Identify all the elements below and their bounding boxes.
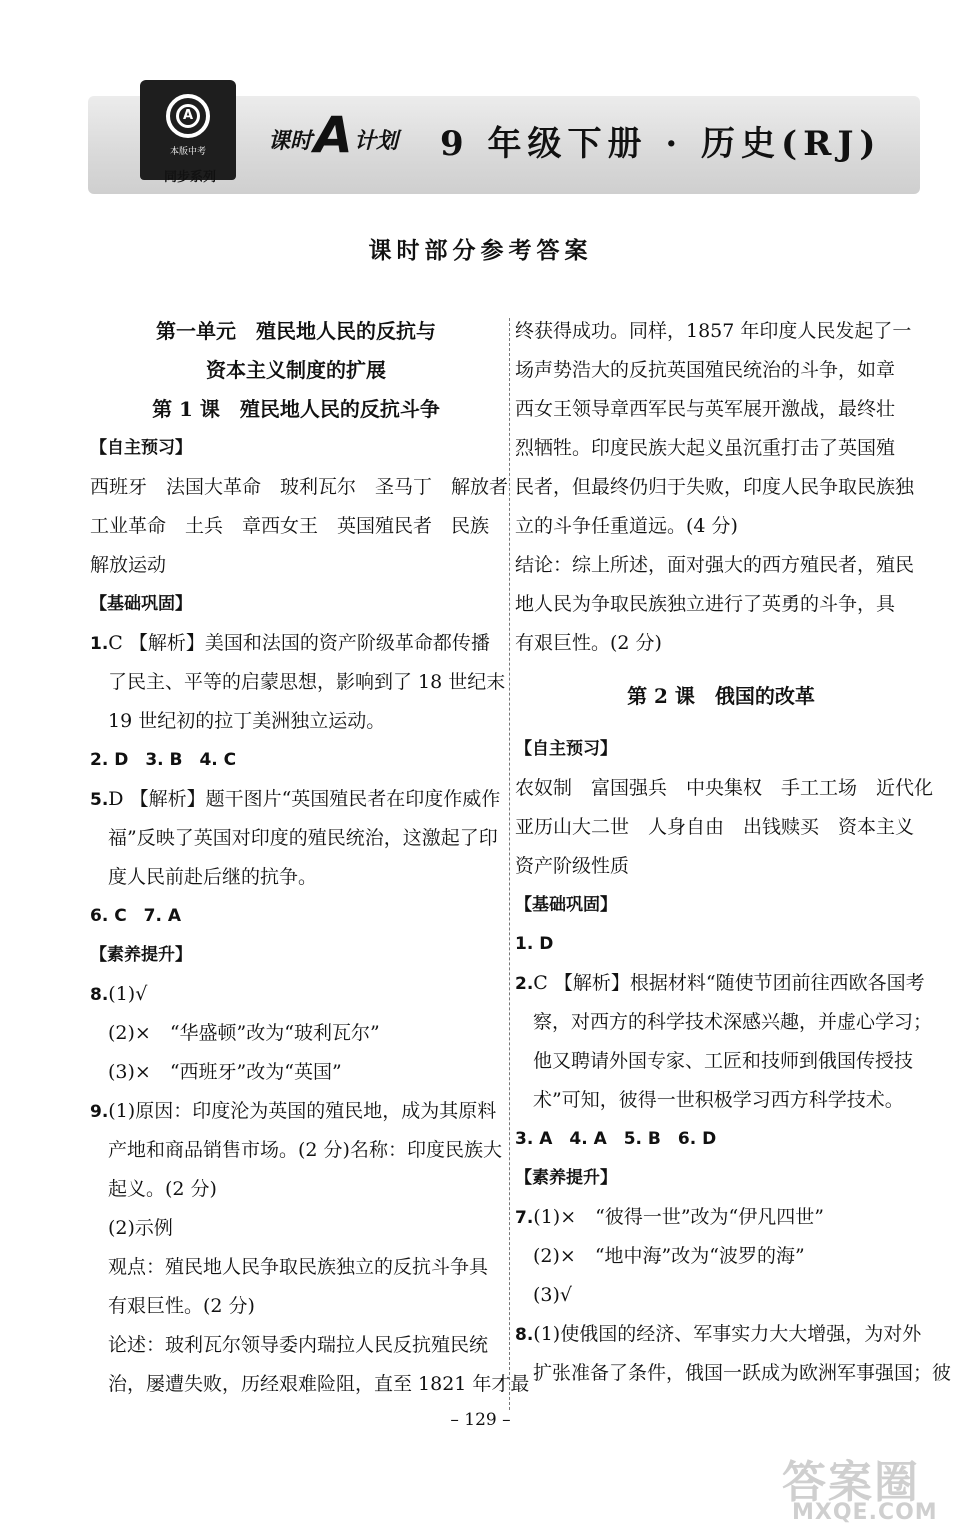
answer-line: 治，屡遭失败，历经艰难险阻，直至 1821 年才最 xyxy=(108,1373,530,1395)
answer-line: (3)× “西班牙”改为“英国” xyxy=(108,1061,342,1083)
question-number: 7. xyxy=(515,1208,534,1228)
book-title: 9 年级下册 · 历史(RJ) xyxy=(440,124,882,164)
right-column xyxy=(515,312,952,1393)
brand-post: 计划 xyxy=(354,129,399,154)
answer-line: 19 世纪初的拉丁美洲独立运动。 xyxy=(108,710,386,732)
answer-text: (1)√ xyxy=(108,983,148,1005)
preview-line: 工业革命 土兵 章西女王 英国殖民者 民族 xyxy=(90,515,490,537)
answer-line xyxy=(90,975,502,1014)
answer-text: C 【解析】美国和法国的资产阶级革命都传播 xyxy=(108,632,490,654)
answer-line xyxy=(515,1315,927,1354)
column-divider xyxy=(509,318,510,1410)
series-badge xyxy=(140,80,236,180)
preview-line: 亚历山大二世 人身自由 出钱赎买 资本主义 xyxy=(515,816,915,838)
question-number: 8. xyxy=(90,985,109,1005)
answer-text: (1)× “彼得一世”改为“伊凡四世” xyxy=(533,1206,824,1228)
answer-line: 度人民前赴后继的抗争。 xyxy=(108,866,318,888)
question-number: 9. xyxy=(90,1102,109,1122)
answer-line: 有艰巨性。(2 分) xyxy=(108,1295,255,1317)
answer-line: 了民主、平等的启蒙思想，影响到了 18 世纪末 xyxy=(108,671,506,693)
question-number: 8. xyxy=(515,1325,534,1345)
answer-text: (1)原因：印度沦为英国的殖民地，成为其原料 xyxy=(108,1100,497,1122)
badge-logo-icon xyxy=(166,94,210,138)
page-number: – 129 – xyxy=(450,1410,511,1430)
brand-pre: 课时 xyxy=(268,129,313,154)
answer-line: 西女王领导章西军民与英军展开激战，最终壮 xyxy=(515,398,896,420)
answer-line xyxy=(90,1092,502,1131)
preview-line: 农奴制 富国强兵 中央集权 手工工场 近代化 xyxy=(515,777,934,799)
brand-letter: A xyxy=(314,106,353,164)
question-number: 1. xyxy=(90,634,109,654)
quality-tag: 【素养提升】 xyxy=(515,1168,617,1188)
spacer xyxy=(515,716,927,730)
unit-title-line-2: 资本主义制度的扩展 xyxy=(206,358,386,382)
answer-line xyxy=(515,1198,927,1237)
answer-line: 立的斗争任重道远。(4 分) xyxy=(515,515,738,537)
preview-line: 解放运动 xyxy=(90,554,167,576)
answer-line: (3)√ xyxy=(533,1284,573,1306)
watermark-url: MXQE.COM xyxy=(792,1500,938,1525)
preview-tag: 【自主预习】 xyxy=(515,739,617,759)
answer-text: (1)使俄国的经济、军事实力大大增强，为对外 xyxy=(533,1323,922,1345)
answer-line: (2)× “华盛顿”改为“玻利瓦尔” xyxy=(108,1022,380,1044)
answer-line: 场声势浩大的反抗英国殖民统治的斗争，如章 xyxy=(515,359,896,381)
answer-line: 术”可知，彼得一世积极学习西方科学技术。 xyxy=(533,1089,904,1111)
question-number: 5. xyxy=(90,790,109,810)
answer-line: (2)× “地中海”改为“波罗的海” xyxy=(533,1245,805,1267)
left-column xyxy=(90,312,530,1404)
answer-line: 福”反映了英国对印度的殖民统治，这激起了印 xyxy=(108,827,498,849)
answer-line: 产地和商品销售市场。(2 分)名称：印度民族大 xyxy=(108,1139,502,1161)
badge-letter: A xyxy=(176,104,200,128)
badge-text: 本版中考 xyxy=(169,147,206,157)
preview-tag: 【自主预习】 xyxy=(90,438,192,458)
watermark-logo xyxy=(782,1446,938,1526)
question-number: 2. xyxy=(515,974,534,994)
answer-line xyxy=(515,964,927,1003)
answer-line: 结论：综上所述，面对强大的西方殖民者，殖民 xyxy=(515,554,915,576)
answer-text: D 【解析】题干图片“英国殖民者在印度作威作 xyxy=(108,788,501,810)
answer-line: 论述：玻利瓦尔领导委内瑞拉人民反抗殖民统 xyxy=(108,1334,489,1356)
preview-line: 西班牙 法国大革命 玻利瓦尔 圣马丁 解放者 xyxy=(90,476,509,498)
answer-line: 3. A 4. A 5. B 6. D xyxy=(515,1129,717,1149)
answer-line: 有艰巨性。(2 分) xyxy=(515,632,662,654)
series-label: 同步系列 xyxy=(163,170,216,185)
answer-line: 他又聘请外国专家、工匠和技师到俄国传授技 xyxy=(533,1050,914,1072)
answer-line: 6. C 7. A xyxy=(90,906,182,926)
answer-line: 起义。(2 分) xyxy=(108,1178,217,1200)
answer-line: 观点：殖民地人民争取民族独立的反抗斗争具 xyxy=(108,1256,489,1278)
quality-tag: 【素养提升】 xyxy=(90,945,192,965)
answer-line: 扩张准备了条件，俄国一跃成为欧洲军事强国；彼 xyxy=(533,1362,952,1384)
answer-line: 1. D xyxy=(515,934,554,954)
answer-line: 地人民为争取民族独立进行了英勇的斗争，具 xyxy=(515,593,896,615)
spacer xyxy=(515,663,927,677)
answer-line: 2. D 3. B 4. C xyxy=(90,750,237,770)
answer-line: (2)示例 xyxy=(108,1217,173,1239)
answer-line xyxy=(90,780,502,819)
lesson-1-title: 第 1 课 殖民地人民的反抗斗争 xyxy=(152,397,440,421)
answer-line: 民者，但最终仍归于失败，印度人民争取民族独 xyxy=(515,476,915,498)
basic-tag: 【基础巩固】 xyxy=(90,594,192,614)
answer-line: 察，对西方的科学技术深感兴趣，并虚心学习； xyxy=(533,1011,933,1033)
preview-line: 资产阶级性质 xyxy=(515,855,630,877)
lesson-2-title: 第 2 课 俄国的改革 xyxy=(627,684,815,708)
answer-line: 终获得成功。同样，1857 年印度人民发起了一 xyxy=(515,320,912,342)
watermark-title: 答案圈 xyxy=(782,1457,920,1508)
basic-tag: 【基础巩固】 xyxy=(515,895,617,915)
answer-line xyxy=(90,624,502,663)
unit-title-line-1: 第一单元 殖民地人民的反抗与 xyxy=(156,319,436,343)
answer-text: C 【解析】根据材料“随使节团前往西欧各国考 xyxy=(533,972,925,994)
section-title: 课时部分参考答案 xyxy=(368,237,593,264)
answer-line: 烈牺牲。印度民族大起义虽沉重打击了英国殖 xyxy=(515,437,896,459)
